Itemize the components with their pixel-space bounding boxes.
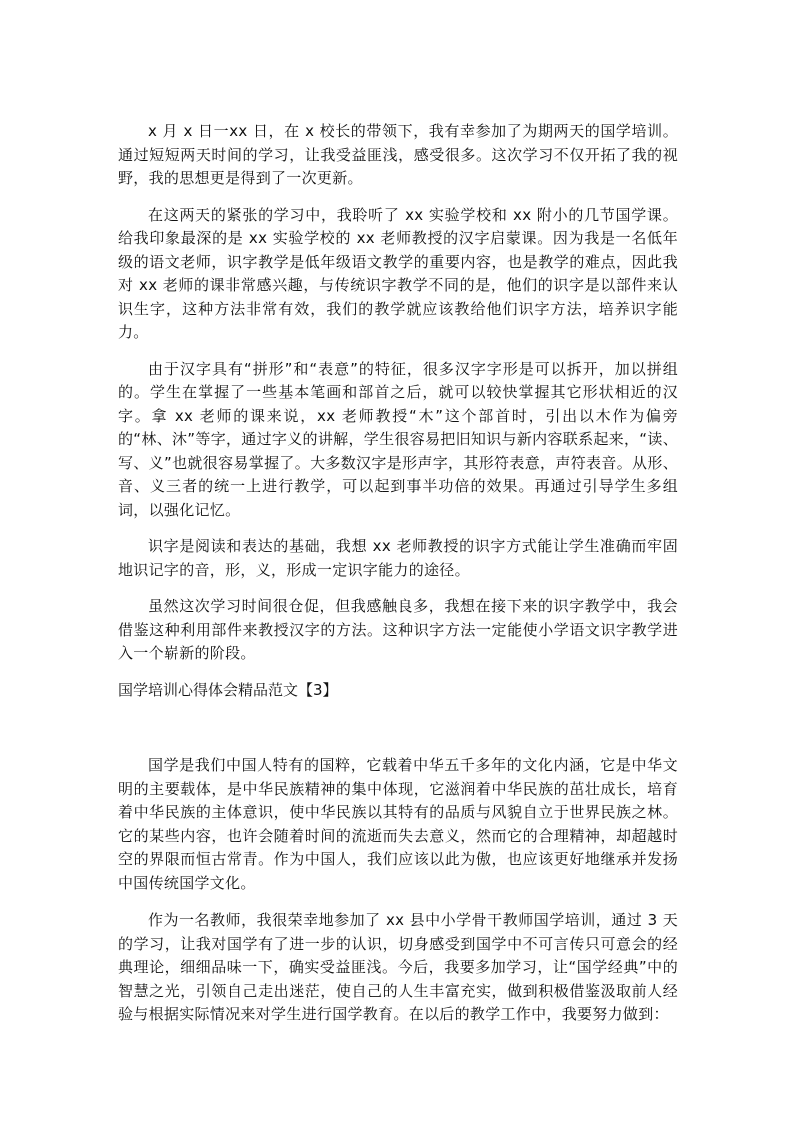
paragraph-6: 国学是我们中国人特有的国粹，它载着中华五千多年的文化内涵，它是中华文明的主要载体，是中华民族精神的集中体现，它滋润着中华民族的茁壮成长，培育着中华民族的主体意识，使中华民族以其特有的品质与风貌自立于世界民族之林。它的某些内容，也许会随着时间的流逝而失去意义，然而它的合理精神，却超越时空的界限而恒古常青。作为中国人，我们应该以此为傲，也应该更好地继承并发扬中国传统国学文化。 [118,756,678,892]
paragraph-2: 在这两天的紧张的学习中，我聆听了 xx 实验学校和 xx 附小的几节国学课。给我印象最深的是 xx 实验学校的 xx 老师教授的汉字启蒙课。因为我是一名低年级的语文老师，识字教学是低年级语文教学的重要内容，也是教学的难点，因此我对 xx 老师的课非常感兴趣，与传统识字教学不同的是，他们的识字是以部件来认识生字，这种方法非常有效，我们的教学就应该教给他们识字方法，培养识字能力。 [118,205,678,341]
paragraph-1: x 月 x 日一xx 日，在 x 校长的带领下，我有幸参加了为期两天的国学培训。通过短短两天时间的学习，让我受益匪浅，感受很多。这次学习不仅开拓了我的视野，我的思想更是得到了一次更新。 [118,122,678,187]
section-heading: 国学培训心得体会精品范文【3】 [118,680,338,699]
paragraph-3: 由于汉字具有“拼形”和“表意”的特征，很多汉字字形是可以拆开，加以拼组的。学生在掌握了一些基本笔画和部首之后，就可以较快掌握其它形状相近的汉字。拿 xx 老师的课来说，xx 老师教授“木”这个部首时，引出以木作为偏旁的“林、沐”等字，通过字义的讲解，学生很容易把旧知识与新内容联系起来，“读、写、义”也就很容易掌握了。大多数汉字是形声字，其形符表意，声符表音。从形、音、义三者的统一上进行教学，可以起到事半功倍的效果。再通过引导学生多组词，以强化记忆。 [118,359,678,519]
document-page [118,120,678,1041]
paragraph-5: 虽然这次学习时间很仓促，但我感触良多，我想在接下来的识字教学中，我会借鉴这种利用部件来教授汉字的方法。这种识字方法一定能使小学语文识字教学进入一个崭新的阶段。 [118,597,678,662]
paragraph-4: 识字是阅读和表达的基础，我想 xx 老师教授的识字方式能让学生准确而牢固地识记字的音，形，义，形成一定识字能力的途径。 [118,537,678,579]
paragraph-7: 作为一名教师，我很荣幸地参加了 xx 县中小学骨干教师国学培训，通过 3 天的学习，让我对国学有了进一步的认识，切身感受到国学中不可言传只可意会的经典理论，细细品味一下，确实受益匪浅。今后，我要多加学习，让“国学经典”中的智慧之光，引领自己走出迷茫，使自己的人生丰富充实，做到积极借鉴汲取前人经验与根据实际情况来对学生进行国学教育。在以后的教学工作中，我要努力做到： [118,911,678,1023]
